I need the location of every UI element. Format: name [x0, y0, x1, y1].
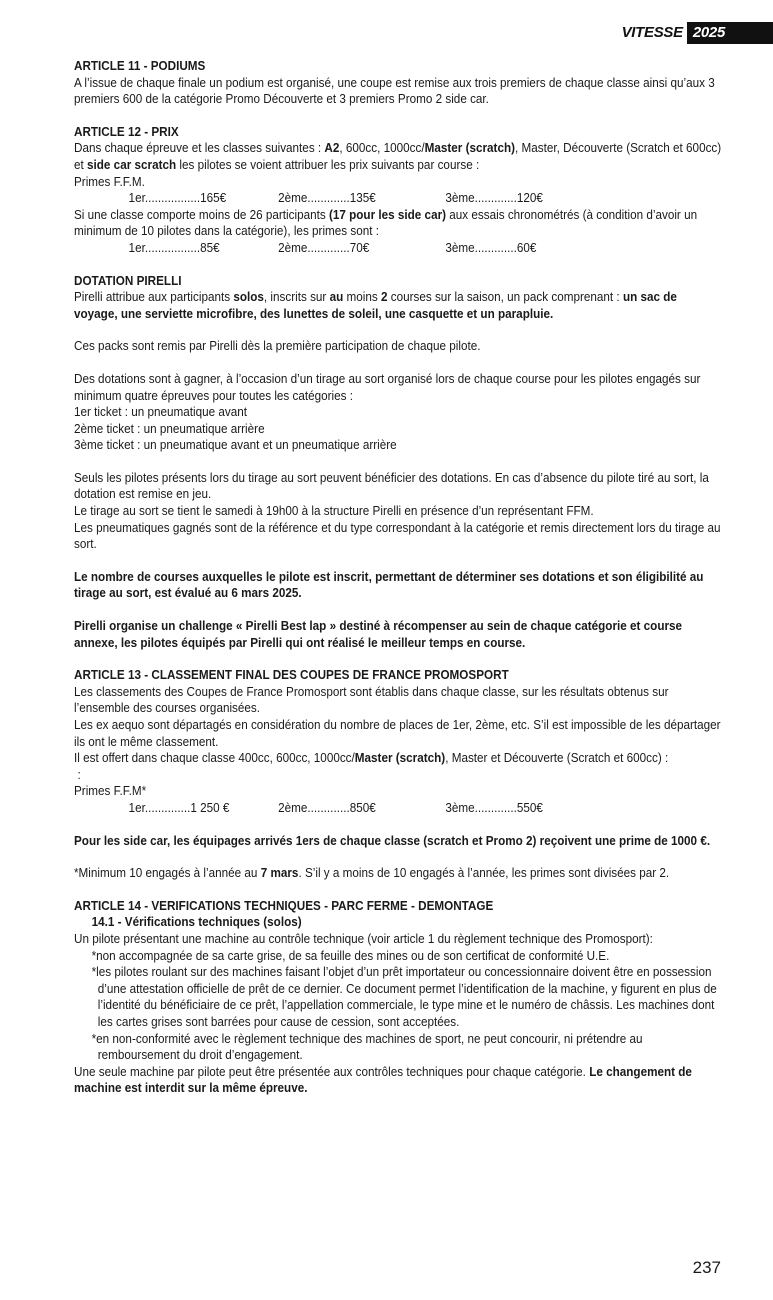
article-13-footnote: *Minimum 10 engagés à l’année au 7 mars. S’il y a moins de 10 engagés à l’année, les primes sont divisées par 2. [74, 865, 670, 881]
pirelli-para-7: Le nombre de courses auxquelles le pilote est inscrit, permettant de déterminer ses dotations et son éligibilité au tirage au sort, est évalué au 6 mars 2025. [74, 568, 704, 601]
article-13-title: ARTICLE 13 - CLASSEMENT FINAL DES COUPES DE FRANCE PROMOSPORT [74, 667, 509, 683]
article-14-item-2: *les pilotes roulant sur des machines faisant l’objet d’un prêt importateur ou concessionnaire doivent être en possession d’une attestation officielle de prêt de ce dernier. Ce document permet l’identification de la machine, y figurent en plus de l’identité du bénéficiaire de ce prêt, l’appellation commerciale, le type mine et le numéro de châssis. Les machines dont les cartes grises sont barrées pour cause de cession, sont acceptées. [91, 964, 717, 1029]
pirelli-para-8: Pirelli organise un challenge « Pirelli Best lap » destiné à récompenser au sein de chaque catégorie et course annexe, les pilotes équipés par Pirelli qui ont réalisé le meilleur temps en course. [74, 618, 683, 650]
article-12-para-2: Si une classe comporte moins de 26 participants (17 pour les side car) aux essais chronométrés (à condition d’avoir un minimum de 10 pilotes dans la catégorie), les primes sont : [74, 206, 698, 239]
pirelli-para-2: Ces packs sont remis par Pirelli dès la première participation de chaque pilote. [74, 338, 481, 354]
article-14-title: ARTICLE 14 - VERIFICATIONS TECHNIQUES - PARC FERME - DEMONTAGE [74, 897, 494, 913]
article-14-item-3: *en non-conformité avec le règlement technique des machines de sport, ne peut concourir, ni prétendre au remboursement du droit d’engagement. [91, 1030, 643, 1063]
article-14-para-2: Une seule machine par pilote peut être présentée aux contrôles techniques pour chaque catégorie. Le changement de machine est interdit sur la même épreuve. [74, 1063, 692, 1096]
running-header [622, 22, 773, 44]
article-14-para-1: Un pilote présentant une machine au contrôle technique (voir article 1 du règlement technique des Promosport): [74, 930, 653, 946]
header-word: VITESSE [621, 24, 683, 41]
page-content [74, 58, 723, 1097]
article-14-item-1: *non accompagnée de sa carte grise, de sa feuille des mines ou de son certificat de conformité U.E. [91, 947, 610, 963]
primes-row-1: 1er.................165€ 2ème.............135€ 3ème.............120€ [128, 190, 543, 206]
pirelli-para-3: Des dotations sont à gagner, à l’occasion d’un tirage au sort organisé lors de chaque course pour les pilotes engagés sur minimum quatre épreuves pour toutes les catégories : [74, 370, 701, 403]
article-12-title: ARTICLE 12 - PRIX [74, 123, 179, 139]
pirelli-title: DOTATION PIRELLI [74, 272, 182, 288]
page-number: 237 [692, 1258, 721, 1277]
pirelli-para-1: Pirelli attribue aux participants solos, inscrits sur au moins 2 courses sur la saison, un pack comprenant : un sac de voyage, une serviette microfibre, des lunettes de soleil, une casquette et un parapluie. [74, 289, 677, 321]
article-13-para-2: Les ex aequo sont départagés en considération du nombre de places de 1er, 2ème, etc. S’il est impossible de les départager ils ont le même classement. [74, 717, 721, 749]
primes-row-3: 1er..............1 250 € 2ème.............850€ 3ème.............550€ [128, 799, 543, 815]
primes-row-2: 1er.................85€ 2ème.............70€ 3ème.............60€ [128, 239, 537, 255]
article-13-colon: : [77, 766, 81, 782]
pirelli-para-4: Seuls les pilotes présents lors du tirage au sort peuvent bénéficier des dotations. En cas d’absence du pilote tiré au sort, la dotation est remise en jeu. [74, 469, 709, 502]
article-13-para-1: Les classements des Coupes de France Promosport sont établis dans chaque classe, sur les résultats obtenus sur l’ensemble des courses organisées. [74, 683, 669, 716]
pirelli-para-6: Les pneumatiques gagnés sont de la référence et du type correspondant à la catégorie et remis directement lors du tirage au sort. [74, 519, 721, 552]
header-year: 2025 [687, 22, 773, 44]
ticket-3: 3ème ticket : un pneumatique avant et un pneumatique arrière [74, 437, 397, 453]
pirelli-para-5: Le tirage au sort se tient le samedi à 19h00 à la structure Pirelli en présence d’un représentant FFM. [74, 503, 594, 519]
primes-label: Primes F.F.M. [74, 173, 145, 189]
ticket-1: 1er ticket : un pneumatique avant [74, 404, 248, 420]
article-11-text: A l’issue de chaque finale un podium est organisé, une coupe est remise aux trois premiers de chaque classe ainsi qu’aux 3 premiers 600 de la catégorie Promo Découverte et 3 premiers Promo 2 side car. [74, 74, 715, 107]
article-11-title: ARTICLE 11 - PODIUMS [74, 58, 206, 73]
article-14-subtitle: 14.1 - Vérifications techniques (solos) [91, 914, 302, 930]
article-12-para-1: Dans chaque épreuve et les classes suivantes : A2, 600cc, 1000cc/Master (scratch), Master, Découverte (Scratch et 600cc) et side car scratch les pilotes se voient attribuer les prix suivants par course : [74, 140, 722, 172]
ticket-2: 2ème ticket : un pneumatique arrière [74, 420, 265, 436]
article-13-para-3: Il est offert dans chaque classe 400cc, 600cc, 1000cc/Master (scratch), Master et Découverte (Scratch et 600cc) : [74, 750, 669, 766]
article-13-para-4: Pour les side car, les équipages arrivés 1ers de chaque classe (scratch et Promo 2) reçoivent une prime de 1000 €. [74, 832, 711, 848]
article-13-primes-label: Primes F.F.M* [74, 783, 147, 799]
